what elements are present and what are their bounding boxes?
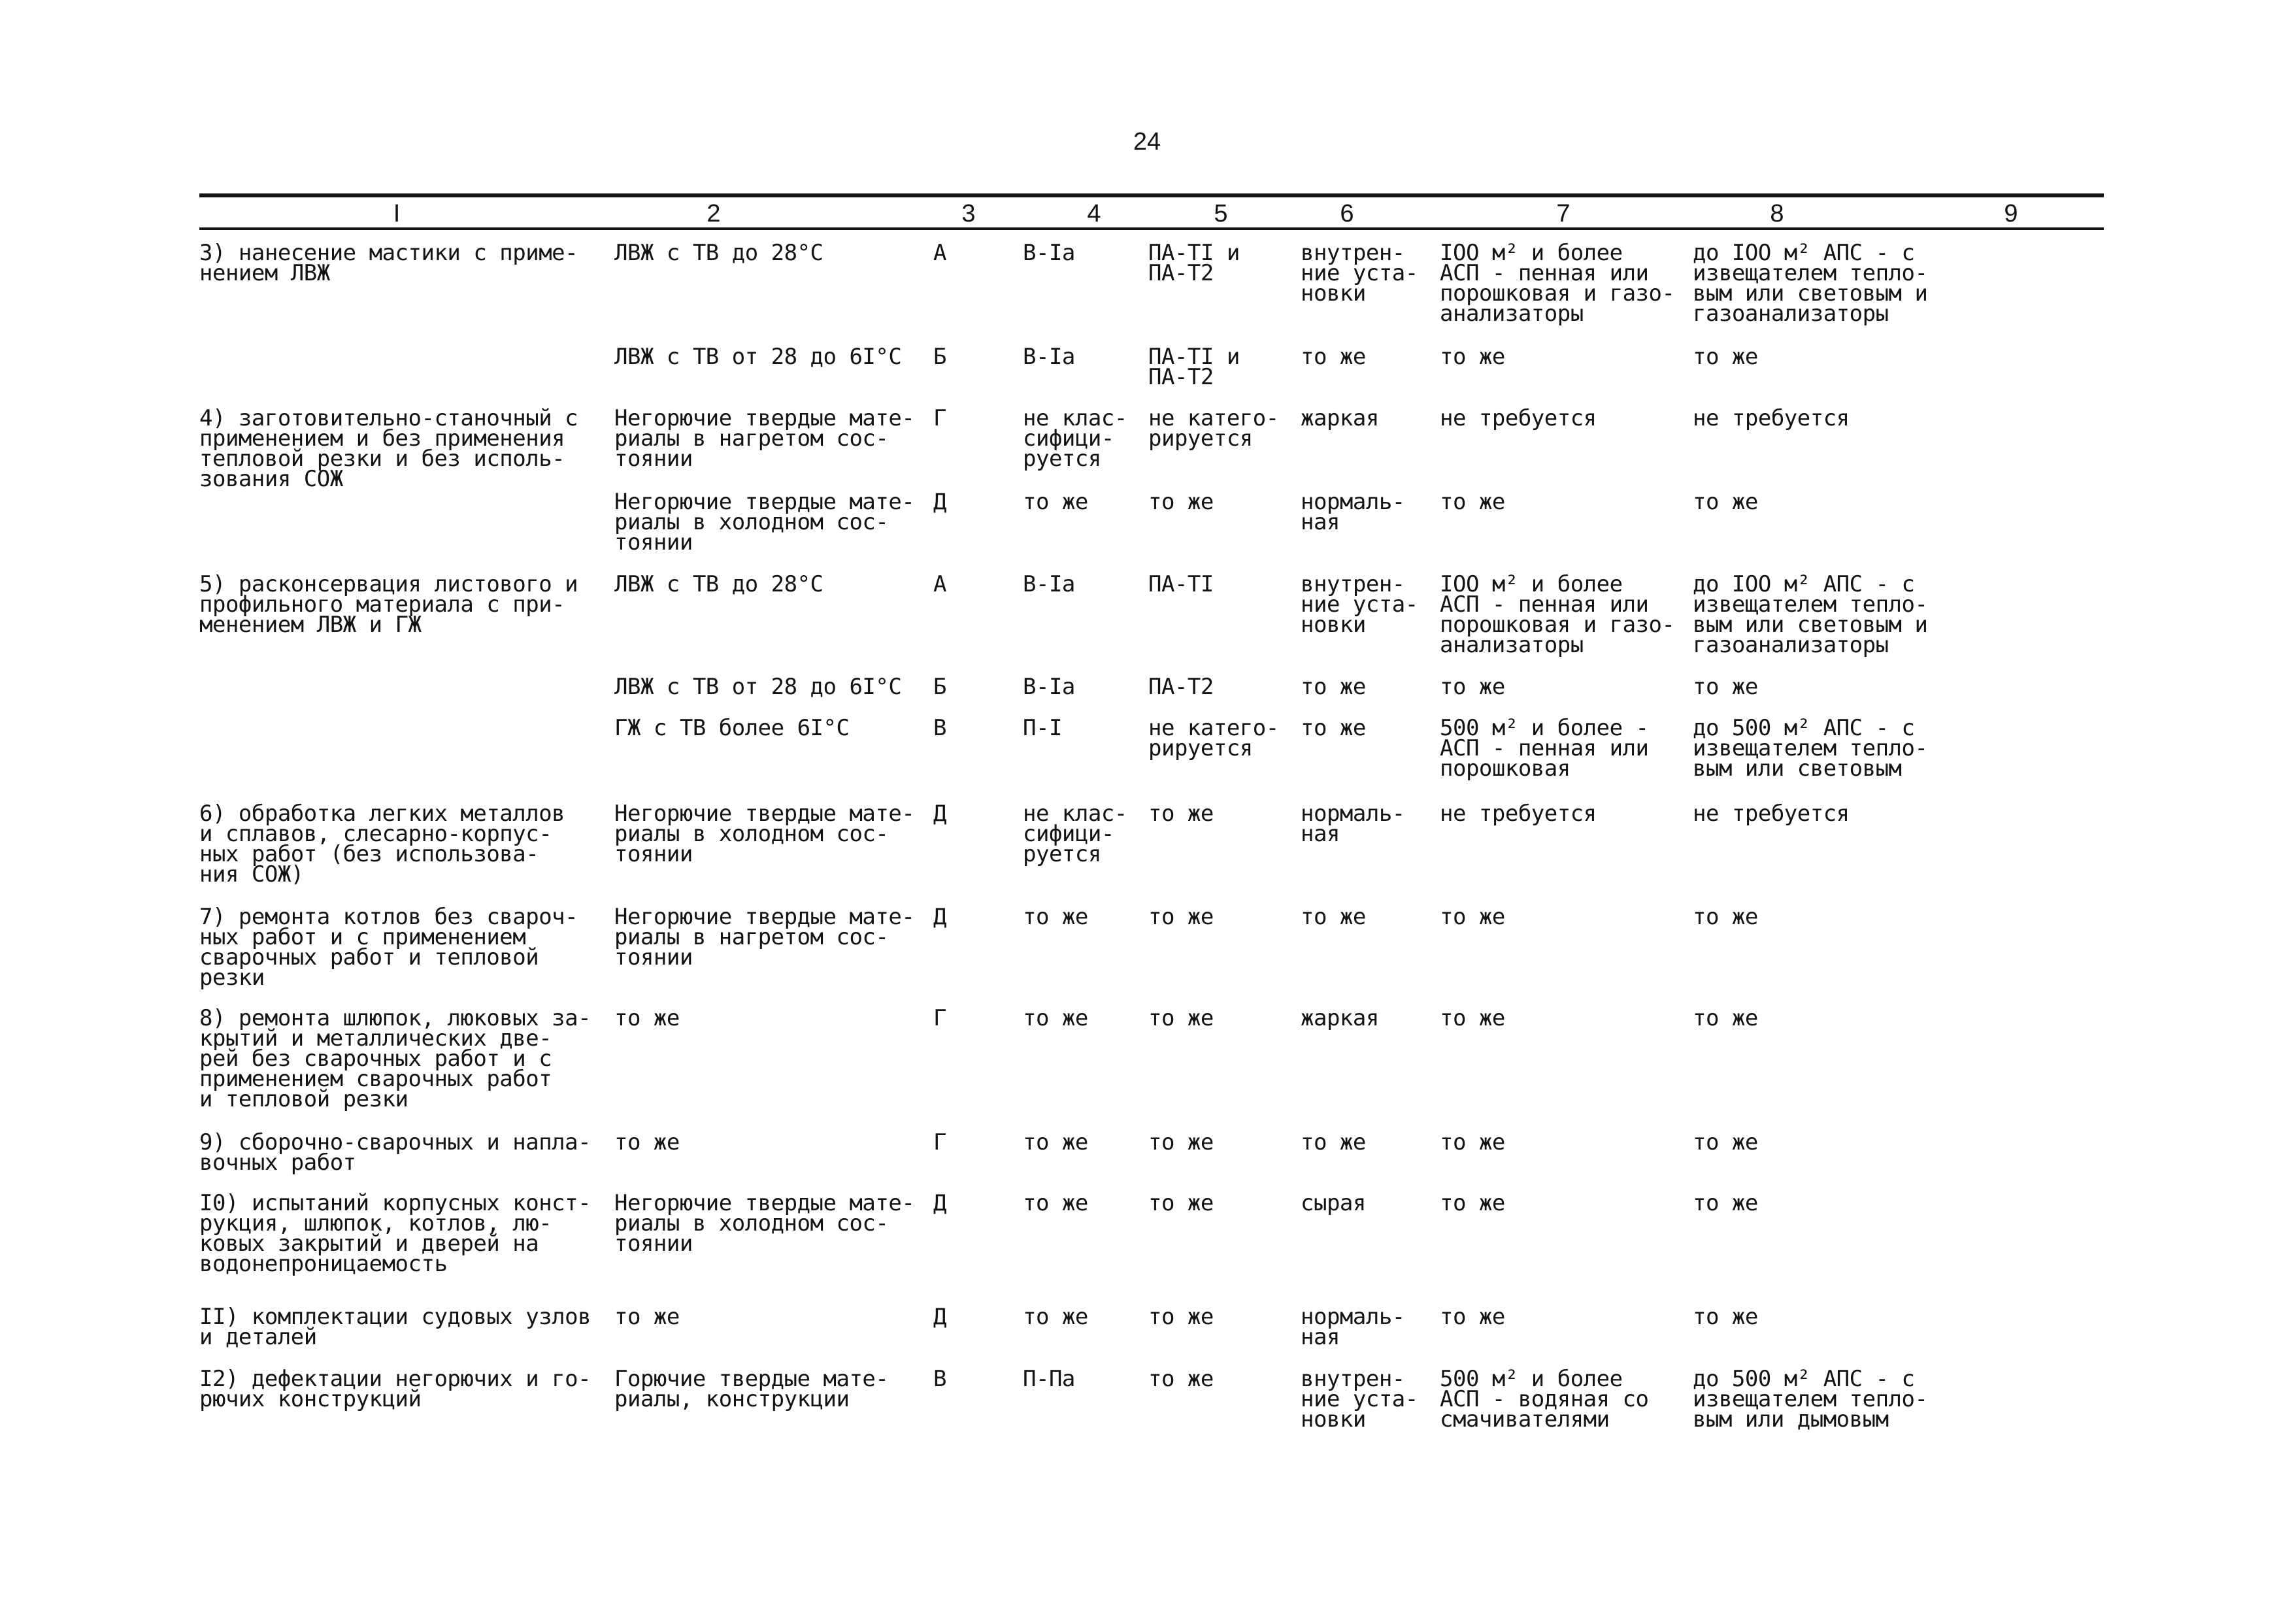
table-cell-col-8: до IOO м² АПС - с извещателем тепло- вым или световым и газоанализаторы: [1693, 240, 1928, 327]
table-cell-col-1: 8) ремонта шлюпок, люковых за- крытий и металлических две- рей без сварочных работ и с применением сварочных работ и тепловой резки: [199, 1005, 591, 1112]
table-cell-col-8: то же: [1693, 674, 1758, 700]
table-cell-col-1: 5) расконсервация листового и профильного материала с при- менением ЛВЖ и ГЖ: [199, 571, 578, 638]
table-cell-col-6: нормаль- ная: [1301, 801, 1405, 847]
table-cell-col-5: то же: [1148, 1366, 1214, 1392]
table-cell-col-6: то же: [1301, 904, 1366, 930]
table-cell-col-8: то же: [1693, 1304, 1758, 1330]
table-cell-col-4: В-Iа: [1023, 674, 1075, 700]
table-cell-col-6: то же: [1301, 344, 1366, 370]
table-cell-col-3: В: [933, 1366, 946, 1392]
table-cell-col-7: то же: [1440, 1005, 1505, 1031]
table-cell-col-7: то же: [1440, 489, 1505, 515]
table-cell-col-6: жаркая: [1301, 405, 1379, 431]
table-cell-col-1: II) комплектации судовых узлов и деталей: [199, 1304, 591, 1350]
table-cell-col-8: до 500 м² АПС - с извещателем тепло- вым или дымовым: [1693, 1366, 1928, 1433]
table-cell-col-4: В-Iа: [1023, 344, 1075, 370]
table-cell-col-6: то же: [1301, 674, 1366, 700]
table-cell-col-5: то же: [1148, 489, 1214, 515]
table-cell-col-4: П-Па: [1023, 1366, 1075, 1392]
table-cell-col-1: 6) обработка легких металлов и сплавов, слесарно-корпус- ных работ (без использова- ния СОЖ): [199, 801, 565, 887]
table-cell-col-6: жаркая: [1301, 1005, 1379, 1031]
table-cell-col-3: Г: [933, 1129, 946, 1155]
table-cell-col-7: IOO м² и более АСП - пенная или порошковая и газо- анализаторы: [1440, 571, 1675, 658]
table-cell-col-2: Негорючие твердые мате- риалы в холодном сос- тоянии: [614, 801, 915, 867]
table-cell-col-3: Б: [933, 344, 946, 370]
table-cell-col-2: то же: [614, 1005, 680, 1031]
table-cell-col-7: не требуется: [1440, 801, 1597, 827]
table-cell-col-1: 4) заготовительно-станочный с применением и без применения тепловой резки и без исполь- зования СОЖ: [199, 405, 578, 492]
table-cell-col-4: то же: [1023, 1129, 1088, 1155]
table-cell-col-1: 3) нанесение мастики с приме- нением ЛВЖ: [199, 240, 578, 286]
table-cell-col-5: ПА-TI и ПА-Т2: [1148, 240, 1240, 286]
table-cell-col-3: Г: [933, 1005, 946, 1031]
table-cell-col-7: то же: [1440, 1190, 1505, 1216]
table-cell-col-7: то же: [1440, 344, 1505, 370]
table-cell-col-8: то же: [1693, 1005, 1758, 1031]
table-cell-col-6: сырая: [1301, 1190, 1366, 1216]
column-header-1: I: [393, 200, 401, 227]
table-cell-col-2: Негорючие твердые мате- риалы в нагретом сос- тоянии: [614, 904, 915, 970]
table-cell-col-3: Д: [933, 801, 946, 827]
table-cell-col-5: то же: [1148, 801, 1214, 827]
table-cell-col-4: П-I: [1023, 715, 1062, 741]
table-cell-col-4: В-Iа: [1023, 571, 1075, 597]
table-cell-col-6: внутрен- ние уста- новки: [1301, 571, 1418, 638]
table-cell-col-8: то же: [1693, 489, 1758, 515]
table-cell-col-6: то же: [1301, 1129, 1366, 1155]
table-cell-col-5: то же: [1148, 1304, 1214, 1330]
table-cell-col-7: то же: [1440, 1304, 1505, 1330]
table-cell-col-3: Д: [933, 489, 946, 515]
table-cell-col-5: не катего- рируется: [1148, 405, 1279, 452]
table-cell-col-1: 7) ремонта котлов без свароч- ных работ и с применением сварочных работ и тепловой резки: [199, 904, 578, 991]
table-cell-col-3: Д: [933, 904, 946, 930]
table-cell-col-1: I0) испытаний корпусных конст- рукция, шлюпок, котлов, лю- ковых закрытий и дверей на водонепроницаемость: [199, 1190, 591, 1277]
column-header-6: 6: [1340, 200, 1354, 227]
column-header-7: 7: [1556, 200, 1571, 227]
table-cell-col-5: то же: [1148, 1005, 1214, 1031]
table-cell-col-5: не катего- рируется: [1148, 715, 1279, 761]
table-cell-col-5: ПА-Т2: [1148, 674, 1214, 700]
table-cell-col-8: не требуется: [1693, 801, 1850, 827]
table-cell-col-4: не клас- сифици- руется: [1023, 405, 1127, 472]
table-cell-col-3: А: [933, 571, 946, 597]
table-cell-col-8: не требуется: [1693, 405, 1850, 431]
table-cell-col-2: ЛВЖ с ТВ от 28 до 6I°С: [614, 674, 902, 700]
table-cell-col-2: Негорючие твердые мате- риалы в нагретом сос- тоянии: [614, 405, 915, 472]
table-cell-col-6: нормаль- ная: [1301, 1304, 1405, 1350]
table-cell-col-4: то же: [1023, 489, 1088, 515]
table-cell-col-8: до 500 м² АПС - с извещателем тепло- вым или световым: [1693, 715, 1928, 782]
table-cell-col-2: ЛВЖ с ТВ до 28°С: [614, 240, 823, 266]
table-cell-col-5: ПА-TI: [1148, 571, 1214, 597]
table-cell-col-7: то же: [1440, 674, 1505, 700]
table-cell-col-3: Г: [933, 405, 946, 431]
table-cell-col-3: А: [933, 240, 946, 266]
header-rule-top: [199, 193, 2104, 197]
table-cell-col-5: то же: [1148, 1190, 1214, 1216]
table-cell-col-2: ГЖ с ТВ более 6I°С: [614, 715, 850, 741]
table-cell-col-5: то же: [1148, 904, 1214, 930]
column-header-2: 2: [706, 200, 721, 227]
table-cell-col-2: Негорючие твердые мате- риалы в холодном сос- тоянии: [614, 489, 915, 555]
table-cell-col-2: то же: [614, 1129, 680, 1155]
table-cell-col-2: то же: [614, 1304, 680, 1330]
table-cell-col-7: не требуется: [1440, 405, 1597, 431]
table-cell-col-4: В-Iа: [1023, 240, 1075, 266]
table-cell-col-3: Д: [933, 1304, 946, 1330]
table-cell-col-7: IOO м² и более АСП - пенная или порошковая и газо- анализаторы: [1440, 240, 1675, 327]
table-cell-col-6: нормаль- ная: [1301, 489, 1405, 535]
table-cell-col-7: 500 м² и более АСП - водяная со смачивателями: [1440, 1366, 1649, 1433]
table-cell-col-5: то же: [1148, 1129, 1214, 1155]
table-cell-col-6: внутрен- ние уста- новки: [1301, 240, 1418, 307]
table-cell-col-4: не клас- сифици- руется: [1023, 801, 1127, 867]
header-rule-bottom: [199, 227, 2104, 230]
table-cell-col-2: Негорючие твердые мате- риалы в холодном сос- тоянии: [614, 1190, 915, 1257]
table-cell-col-1: 9) сборочно-сварочных и напла- вочных работ: [199, 1129, 591, 1176]
table-cell-col-7: то же: [1440, 1129, 1505, 1155]
table-cell-col-8: то же: [1693, 1129, 1758, 1155]
table-cell-col-7: то же: [1440, 904, 1505, 930]
table-cell-col-4: то же: [1023, 1005, 1088, 1031]
table-cell-col-2: ЛВЖ с ТВ до 28°С: [614, 571, 823, 597]
table-cell-col-2: ЛВЖ с ТВ от 28 до 6I°С: [614, 344, 902, 370]
column-header-5: 5: [1214, 200, 1228, 227]
table-cell-col-7: 500 м² и более - АСП - пенная или порошковая: [1440, 715, 1649, 782]
table-cell-col-3: В: [933, 715, 946, 741]
page-number: 24: [1133, 128, 1161, 156]
table-cell-col-8: до IOO м² АПС - с извещателем тепло- вым или световым и газоанализаторы: [1693, 571, 1928, 658]
table-cell-col-8: то же: [1693, 344, 1758, 370]
table-cell-col-8: то же: [1693, 904, 1758, 930]
column-header-9: 9: [2004, 200, 2018, 227]
column-header-8: 8: [1770, 200, 1784, 227]
column-header-3: 3: [961, 200, 976, 227]
table-cell-col-6: то же: [1301, 715, 1366, 741]
table-cell-col-4: то же: [1023, 904, 1088, 930]
table-cell-col-4: то же: [1023, 1304, 1088, 1330]
table-cell-col-3: Д: [933, 1190, 946, 1216]
table-cell-col-1: I2) дефектации негорючих и го- рючих конструкций: [199, 1366, 591, 1412]
table-cell-col-2: Горючие твердые мате- риалы, конструкции: [614, 1366, 889, 1412]
table-cell-col-5: ПА-TI и ПА-Т2: [1148, 344, 1240, 390]
table-cell-col-4: то же: [1023, 1190, 1088, 1216]
column-header-4: 4: [1087, 200, 1101, 227]
table-cell-col-6: внутрен- ние уста- новки: [1301, 1366, 1418, 1433]
table-cell-col-3: Б: [933, 674, 946, 700]
table-cell-col-8: то же: [1693, 1190, 1758, 1216]
